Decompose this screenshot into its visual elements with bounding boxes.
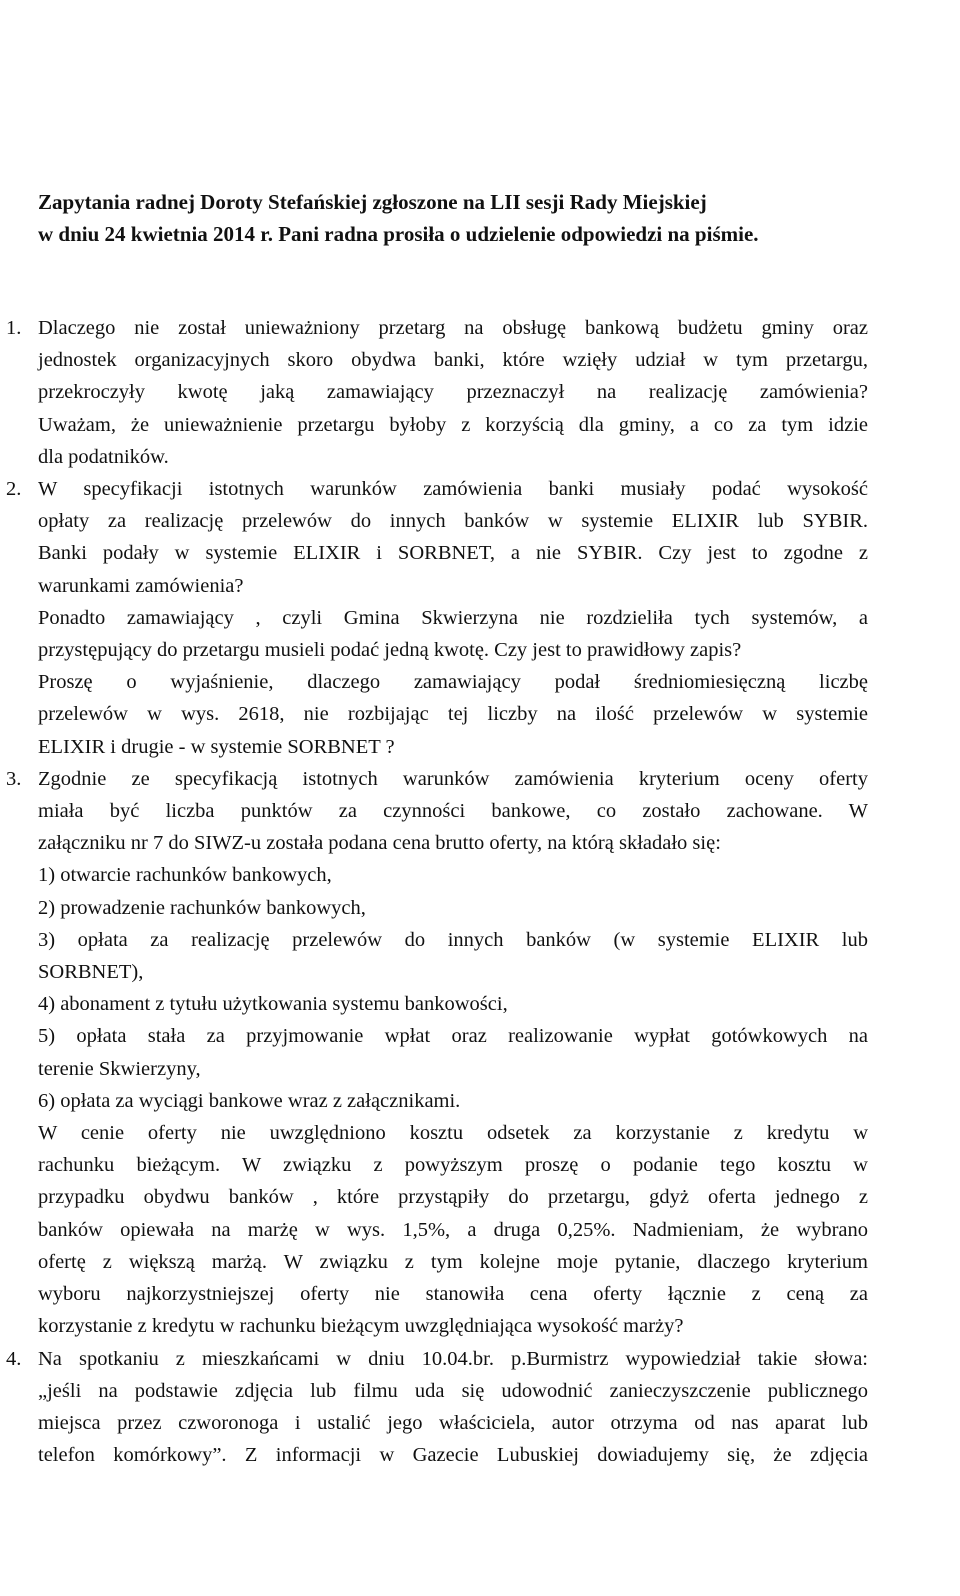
text-line: ofertę z większą marżą. W związku z tym kolejne moje pytanie, dlaczego kryterium (38, 1250, 868, 1273)
question-2 (0, 473, 960, 763)
title-line-1: Zapytania radnej Doroty Stefańskiej zgłoszone na LII sesji Rady Miejskiej (38, 190, 707, 214)
text-line: Na spotkaniu z mieszkańcami w dniu 10.04.br. p.Burmistrz wypowiedział takie słowa: (38, 1347, 868, 1370)
text-line: banków opiewała na marżę w wys. 1,5%, a druga 0,25%. Nadmieniam, że wybrano (38, 1218, 868, 1241)
question-1 (0, 312, 960, 473)
text-line: przystępujący do przetargu musieli podać jedną kwotę. Czy jest to prawidłowy zapis? (38, 639, 742, 662)
text-line: W specyfikacji istotnych warunków zamówienia banki musiały podać wysokość (38, 478, 868, 501)
text-line: ELIXIR i drugie - w systemie SORBNET ? (38, 735, 395, 758)
list-item: 4) abonament z tytułu użytkowania systemu bankowości, (38, 993, 508, 1016)
question-number: 1. (6, 317, 22, 339)
text-line: „jeśli na podstawie zdjęcia lub filmu uda się udowodnić zanieczyszczenie publicznego (38, 1379, 868, 1402)
text-line: telefon komórkowy”. Z informacji w Gazecie Lubuskiej dowiadujemy się, że zdjęcia (38, 1444, 868, 1467)
question-number: 2. (6, 478, 22, 501)
text-line: miejsca przez czworonoga i ustalić jego właściciela, autor otrzyma od nas aparat lub (38, 1411, 868, 1434)
title-line-2: w dniu 24 kwietnia 2014 r. Pani radna prosiła o udzielenie odpowiedzi na piśmie. (38, 222, 759, 246)
text-line: dla podatników. (38, 445, 169, 468)
list-item-continuation: terenie Skwierzyny, (38, 1057, 201, 1080)
questions-list (0, 312, 960, 1471)
text-line: Zgodnie ze specyfikacją istotnych warunków zamówienia kryterium oceny oferty (38, 767, 868, 790)
text-line: Ponadto zamawiający , czyli Gmina Skwierzyna nie rozdzieliła tych systemów, a (38, 606, 868, 629)
list-item: 1) otwarcie rachunków bankowych, (38, 864, 332, 887)
list-item: 5) opłata stała za przyjmowanie wpłat oraz realizowanie wypłat gotówkowych na (38, 1025, 868, 1048)
text-line: W cenie oferty nie uwzględniono kosztu odsetek za korzystanie z kredytu w (38, 1122, 868, 1145)
text-line: przypadku obydwu banków , które przystąpiły do przetargu, gdyż oferta jednego z (38, 1186, 868, 1209)
text-line: jednostek organizacyjnych skoro obydwa banki, które wzięły udział w tym przetargu, (38, 349, 868, 372)
text-line: przelewów w wys. 2618, nie rozbijając tej liczby na ilość przelewów w systemie (38, 703, 868, 726)
text-line: opłaty za realizację przelewów do innych banków w systemie ELIXIR lub SYBIR. (38, 510, 868, 533)
list-item: 2) prowadzenie rachunków bankowych, (38, 896, 366, 919)
list-item-continuation: SORBNET), (38, 961, 144, 984)
text-line: miała być liczba punktów za czynności bankowe, co zostało zachowane. W (38, 800, 868, 823)
text-line: korzystanie z kredytu w rachunku bieżącym uwzględniająca wysokość marży? (38, 1315, 684, 1338)
text-line: Banki podały w systemie ELIXIR i SORBNET, a nie SYBIR. Czy jest to zgodne z (38, 542, 868, 565)
text-line: załączniku nr 7 do SIWZ-u została podana cena brutto oferty, na którą składało się: (38, 832, 721, 855)
text-line: Proszę o wyjaśnienie, dlaczego zamawiający podał średniomiesięczną liczbę (38, 671, 868, 694)
text-line: Dlaczego nie został unieważniony przetarg na obsługę bankową budżetu gminy oraz (38, 317, 868, 339)
question-4 (0, 1343, 960, 1472)
question-number: 3. (6, 767, 22, 790)
text-line: Uważam, że unieważnienie przetargu byłoby z korzyścią dla gminy, a co za tym idzie (38, 413, 868, 436)
list-item: 6) opłata za wyciągi bankowe wraz z załącznikami. (38, 1089, 461, 1112)
text-line: rachunku bieżącym. W związku z powyższym proszę o podanie tego kosztu w (38, 1154, 868, 1177)
question-number: 4. (6, 1347, 22, 1370)
document-title (38, 186, 898, 250)
question-3 (0, 763, 960, 1343)
text-line: warunkami zamówienia? (38, 574, 244, 597)
list-item: 3) opłata za realizację przelewów do innych banków (w systemie ELIXIR lub (38, 928, 868, 951)
text-line: przekroczyły kwotę jaką zamawiający przeznaczył na realizację zamówienia? (38, 381, 868, 404)
text-line: wyboru najkorzystniejszej oferty nie stanowiła cena oferty łącznie z ceną za (38, 1283, 868, 1306)
